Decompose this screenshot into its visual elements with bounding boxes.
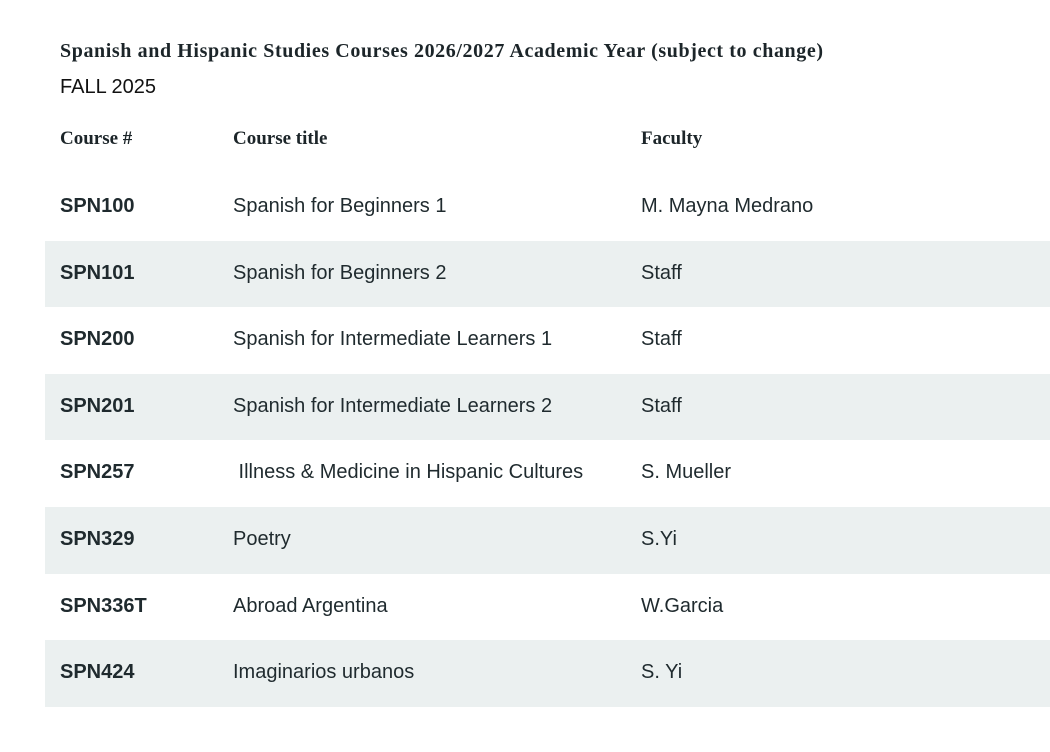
table-row <box>45 640 1050 707</box>
course-code: SPN257 <box>60 461 135 484</box>
course-faculty: S.Yi <box>641 527 677 550</box>
course-title: Poetry <box>233 527 291 550</box>
course-title: Spanish for Beginners 2 <box>233 261 447 284</box>
course-code: SPN201 <box>60 394 135 417</box>
table-row <box>45 507 1050 574</box>
table-row <box>45 241 1050 308</box>
table-row <box>45 440 1050 507</box>
course-code: SPN424 <box>60 661 135 684</box>
course-faculty: W.Garcia <box>641 594 724 617</box>
column-header-course-title: Course title <box>233 128 328 149</box>
course-title: Spanish for Intermediate Learners 2 <box>233 394 553 417</box>
course-title: Abroad Argentina <box>233 594 388 617</box>
course-table <box>45 174 1050 707</box>
table-row <box>45 574 1050 641</box>
table-row <box>45 174 1050 241</box>
page-title: Spanish and Hispanic Studies Courses 2026/2027 Academic Year (subject to change) <box>60 40 824 62</box>
term-label: FALL 2025 <box>60 76 157 98</box>
course-faculty: S. Yi <box>641 661 683 684</box>
course-faculty: M. Mayna Medrano <box>641 195 814 217</box>
course-faculty: Staff <box>641 328 682 351</box>
course-code: SPN200 <box>60 328 135 351</box>
course-faculty: S. Mueller <box>641 461 732 484</box>
course-title: Illness & Medicine in Hispanic Cultures <box>233 461 584 484</box>
course-code: SPN329 <box>60 527 135 550</box>
column-header-faculty: Faculty <box>641 128 703 149</box>
course-title: Imaginarios urbanos <box>233 661 415 684</box>
course-code: SPN100 <box>60 195 135 217</box>
table-row <box>45 374 1050 441</box>
table-row <box>45 307 1050 374</box>
column-header-course-number: Course # <box>60 128 133 149</box>
course-code: SPN336T <box>60 594 147 617</box>
course-code: SPN101 <box>60 261 135 284</box>
course-faculty: Staff <box>641 261 682 284</box>
course-title: Spanish for Intermediate Learners 1 <box>233 328 553 351</box>
course-title: Spanish for Beginners 1 <box>233 195 447 217</box>
course-faculty: Staff <box>641 394 682 417</box>
